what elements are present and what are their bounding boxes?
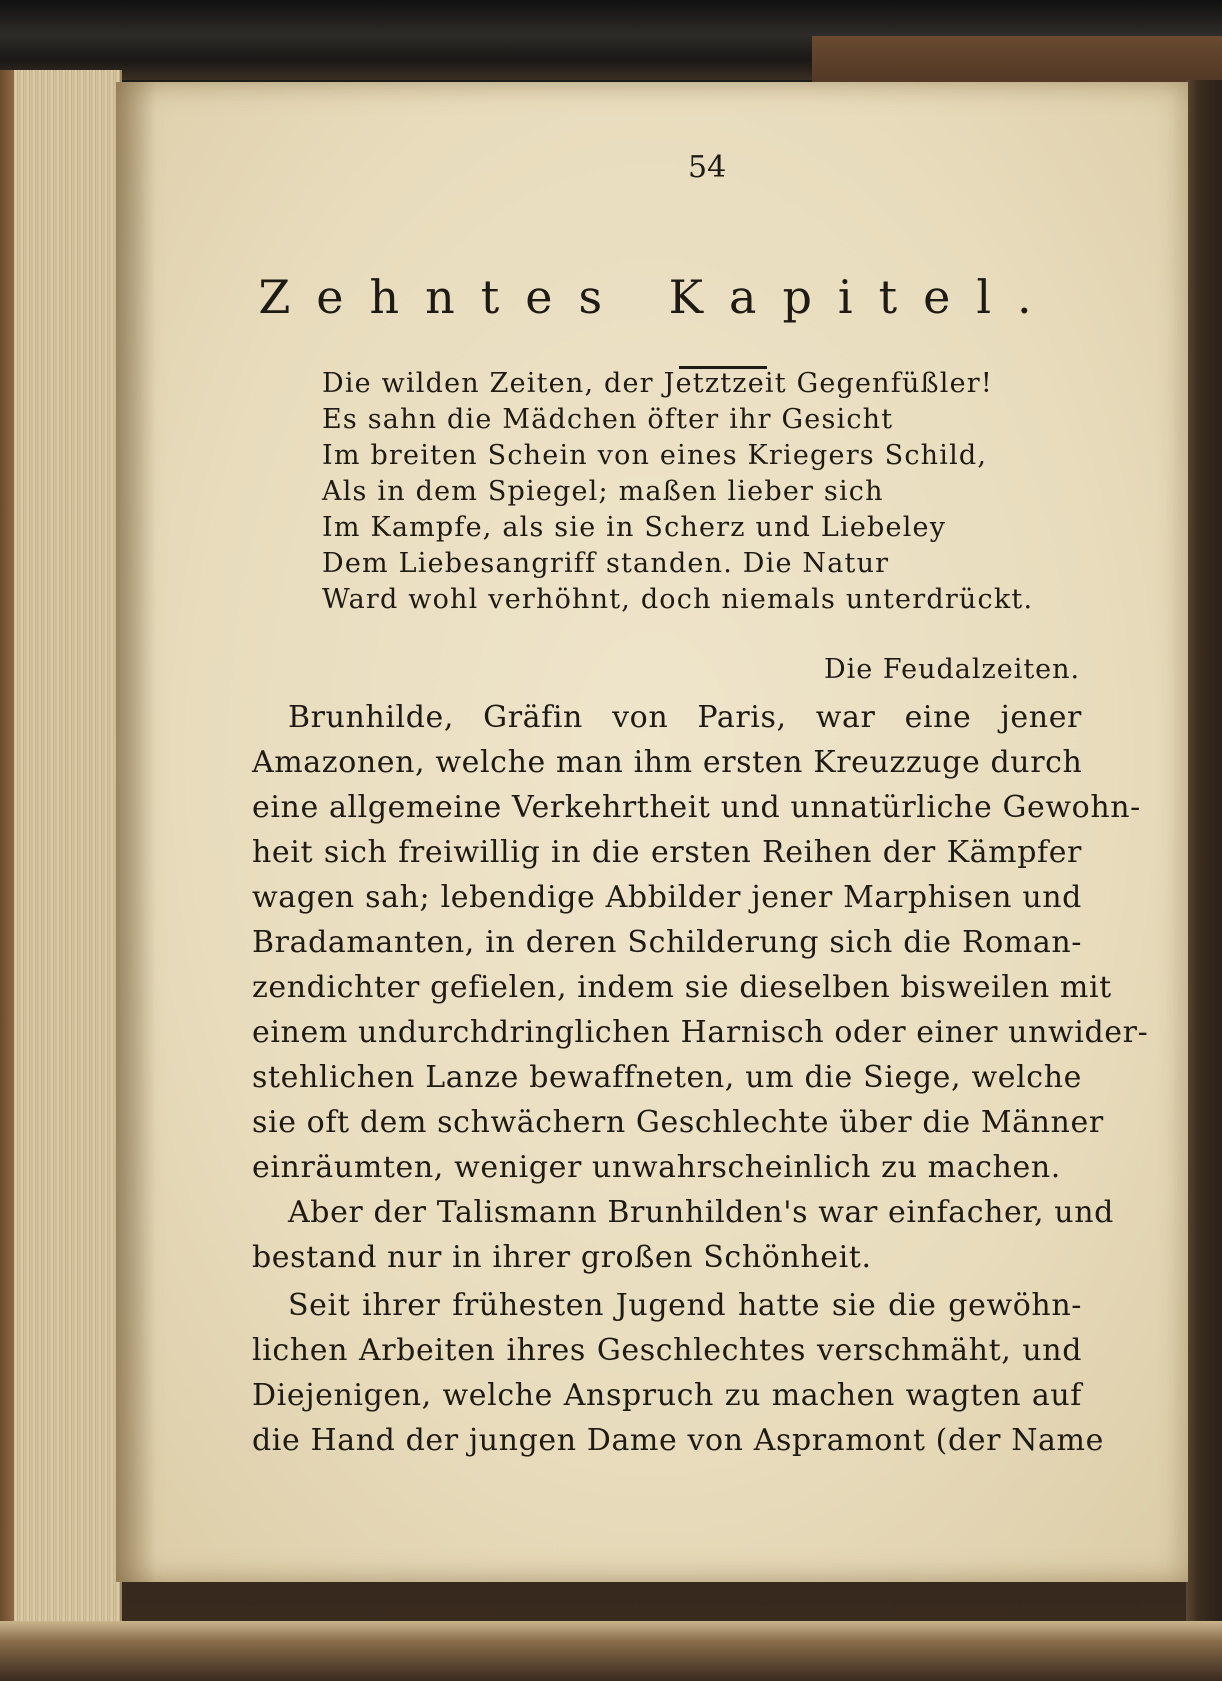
- book-page: [116, 82, 1188, 1582]
- body-line: stehlichen Lanze bewaffneten, um die Siege, welche: [252, 1060, 1082, 1095]
- body-line: wagen sah; lebendige Abbilder jener Marphisen und: [252, 880, 1082, 915]
- right-binding-edge: [1186, 80, 1222, 1680]
- body-line: zendichter gefielen, indem sie dieselben bisweilen mit: [252, 970, 1112, 1005]
- epigraph-attribution: Die Feudalzeiten.: [824, 654, 1081, 685]
- left-binding-edge: [0, 70, 14, 1630]
- body-line: lichen Arbeiten ihres Geschlechtes verschmäht, und: [252, 1333, 1082, 1368]
- body-line: Diejenigen, welche Anspruch zu machen wagten auf: [252, 1378, 1082, 1413]
- chapter-title: Zehntes Kapitel.: [258, 270, 1058, 324]
- body-line: Brunhilde, Gräfin von Paris, war eine jener: [288, 700, 1082, 735]
- epigraph-line: Im Kampfe, als sie in Scherz und Liebeley: [322, 512, 947, 543]
- page-number: 54: [688, 150, 727, 185]
- left-page-stack: [0, 70, 122, 1630]
- body-line: sie oft dem schwächern Geschlechte über die Männer: [252, 1105, 1104, 1140]
- body-line: heit sich freiwillig in die ersten Reihen der Kämpfer: [252, 835, 1082, 870]
- body-line: eine allgemeine Verkehrtheit und unnatürliche Gewohn-: [252, 790, 1141, 825]
- epigraph-line: Ward wohl verhöhnt, doch niemals unterdrückt.: [322, 584, 1034, 615]
- epigraph-line: Es sahn die Mädchen öfter ihr Gesicht: [322, 404, 894, 435]
- body-line: Bradamanten, in deren Schilderung sich die Roman-: [252, 925, 1082, 960]
- bottom-page-edge: [0, 1621, 1222, 1681]
- body-line: einem undurchdringlichen Harnisch oder einer unwider-: [252, 1015, 1149, 1050]
- epigraph-line: Im breiten Schein von eines Kriegers Schild,: [322, 440, 988, 471]
- body-line: einräumten, weniger unwahrscheinlich zu machen.: [252, 1150, 1061, 1185]
- body-line: bestand nur in ihrer großen Schönheit.: [252, 1240, 872, 1275]
- body-line: Aber der Talismann Brunhilden's war einfacher, und: [288, 1195, 1114, 1230]
- epigraph-line: Dem Liebesangriff standen. Die Natur: [322, 548, 890, 579]
- body-line: die Hand der jungen Dame von Aspramont (der Name: [252, 1423, 1104, 1458]
- body-line: Seit ihrer frühesten Jugend hatte sie die gewöhn-: [288, 1288, 1082, 1323]
- epigraph-line: Die wilden Zeiten, der Jetztzeit Gegenfüßler!: [322, 368, 993, 399]
- body-line: Amazonen, welche man ihm ersten Kreuzzuge durch: [252, 745, 1083, 780]
- epigraph-line: Als in dem Spiegel; maßen lieber sich: [322, 476, 884, 507]
